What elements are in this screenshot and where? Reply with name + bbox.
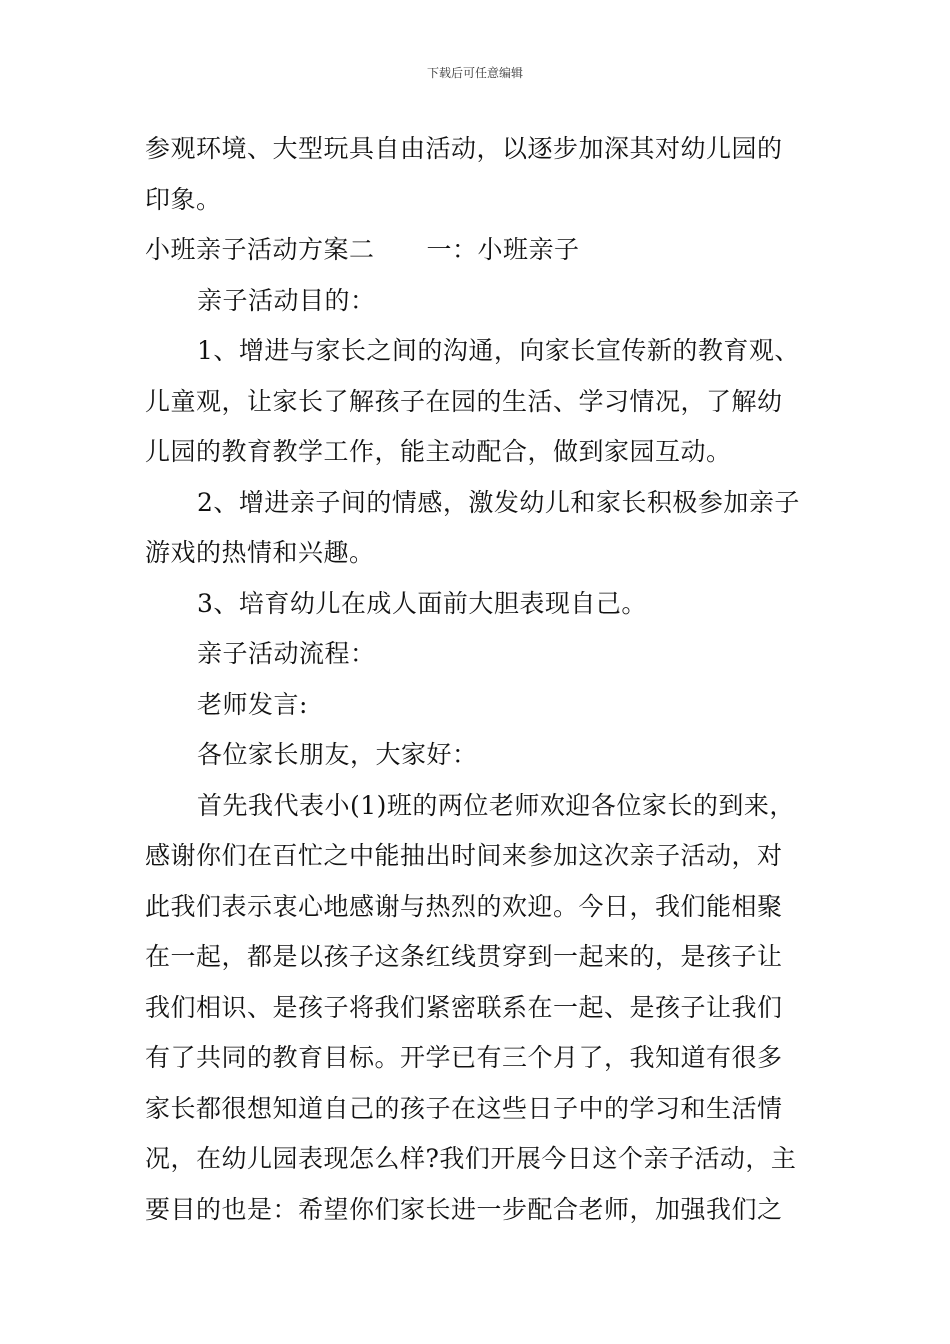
text-line: 儿园的教育教学工作，能主动配合，做到家园互动。 bbox=[145, 437, 732, 466]
text-line: 游戏的热情和兴趣。 bbox=[145, 538, 375, 567]
text-line: 况，在幼儿园表现怎么样?我们开展今日这个亲子活动，主 bbox=[145, 1144, 797, 1173]
text-line: 亲子活动流程： bbox=[197, 639, 376, 668]
text-line: 各位家长朋友，大家好： bbox=[197, 740, 478, 769]
text-line: 感谢你们在百忙之中能抽出时间来参加这次亲子活动，对 bbox=[145, 841, 783, 870]
text-line: 2、增进亲子间的情感，激发幼儿和家长积极参加亲子 bbox=[197, 487, 800, 517]
text-line: 印象。 bbox=[145, 184, 222, 214]
section-subtitle: 一：小班亲子 bbox=[426, 235, 580, 264]
section-title: 小班亲子活动方案二 bbox=[145, 235, 375, 264]
document-body bbox=[145, 124, 815, 1235]
page-header-note: 下载后可任意编辑 bbox=[426, 66, 523, 80]
text-line: 1、增进与家长之间的沟通，向家长宣传新的教育观、 bbox=[197, 336, 800, 365]
text-line: 老师发言: bbox=[197, 689, 308, 719]
text-line: 亲子活动目的： bbox=[197, 285, 376, 315]
text-line: 有了共同的教育目标。开学已有三个月了，我知道有很多 bbox=[145, 1043, 783, 1072]
text-line: 儿童观，让家长了解孩子在园的生活、学习情况，了解幼 bbox=[145, 386, 783, 416]
text-line: 此我们表示衷心地感谢与热烈的欢迎。今日，我们能相聚 bbox=[145, 891, 783, 921]
section-heading bbox=[145, 225, 815, 276]
text-line: 在一起，都是以孩子这条红线贯穿到一起来的，是孩子让 bbox=[145, 942, 783, 971]
text-line: 要目的也是：希望你们家长进一步配合老师，加强我们之 bbox=[145, 1194, 783, 1224]
text-line: 首先我代表小(1)班的两位老师欢迎各位家长的到来， bbox=[197, 790, 795, 820]
text-line: 我们相识、是孩子将我们紧密联系在一起、是孩子让我们 bbox=[145, 992, 783, 1022]
text-line: 3、培育幼儿在成人面前大胆表现自己。 bbox=[197, 588, 647, 618]
text-line: 家长都很想知道自己的孩子在这些日子中的学习和生活情 bbox=[145, 1093, 783, 1123]
text-line: 参观环境、大型玩具自由活动，以逐步加深其对幼儿园的 bbox=[145, 134, 783, 163]
